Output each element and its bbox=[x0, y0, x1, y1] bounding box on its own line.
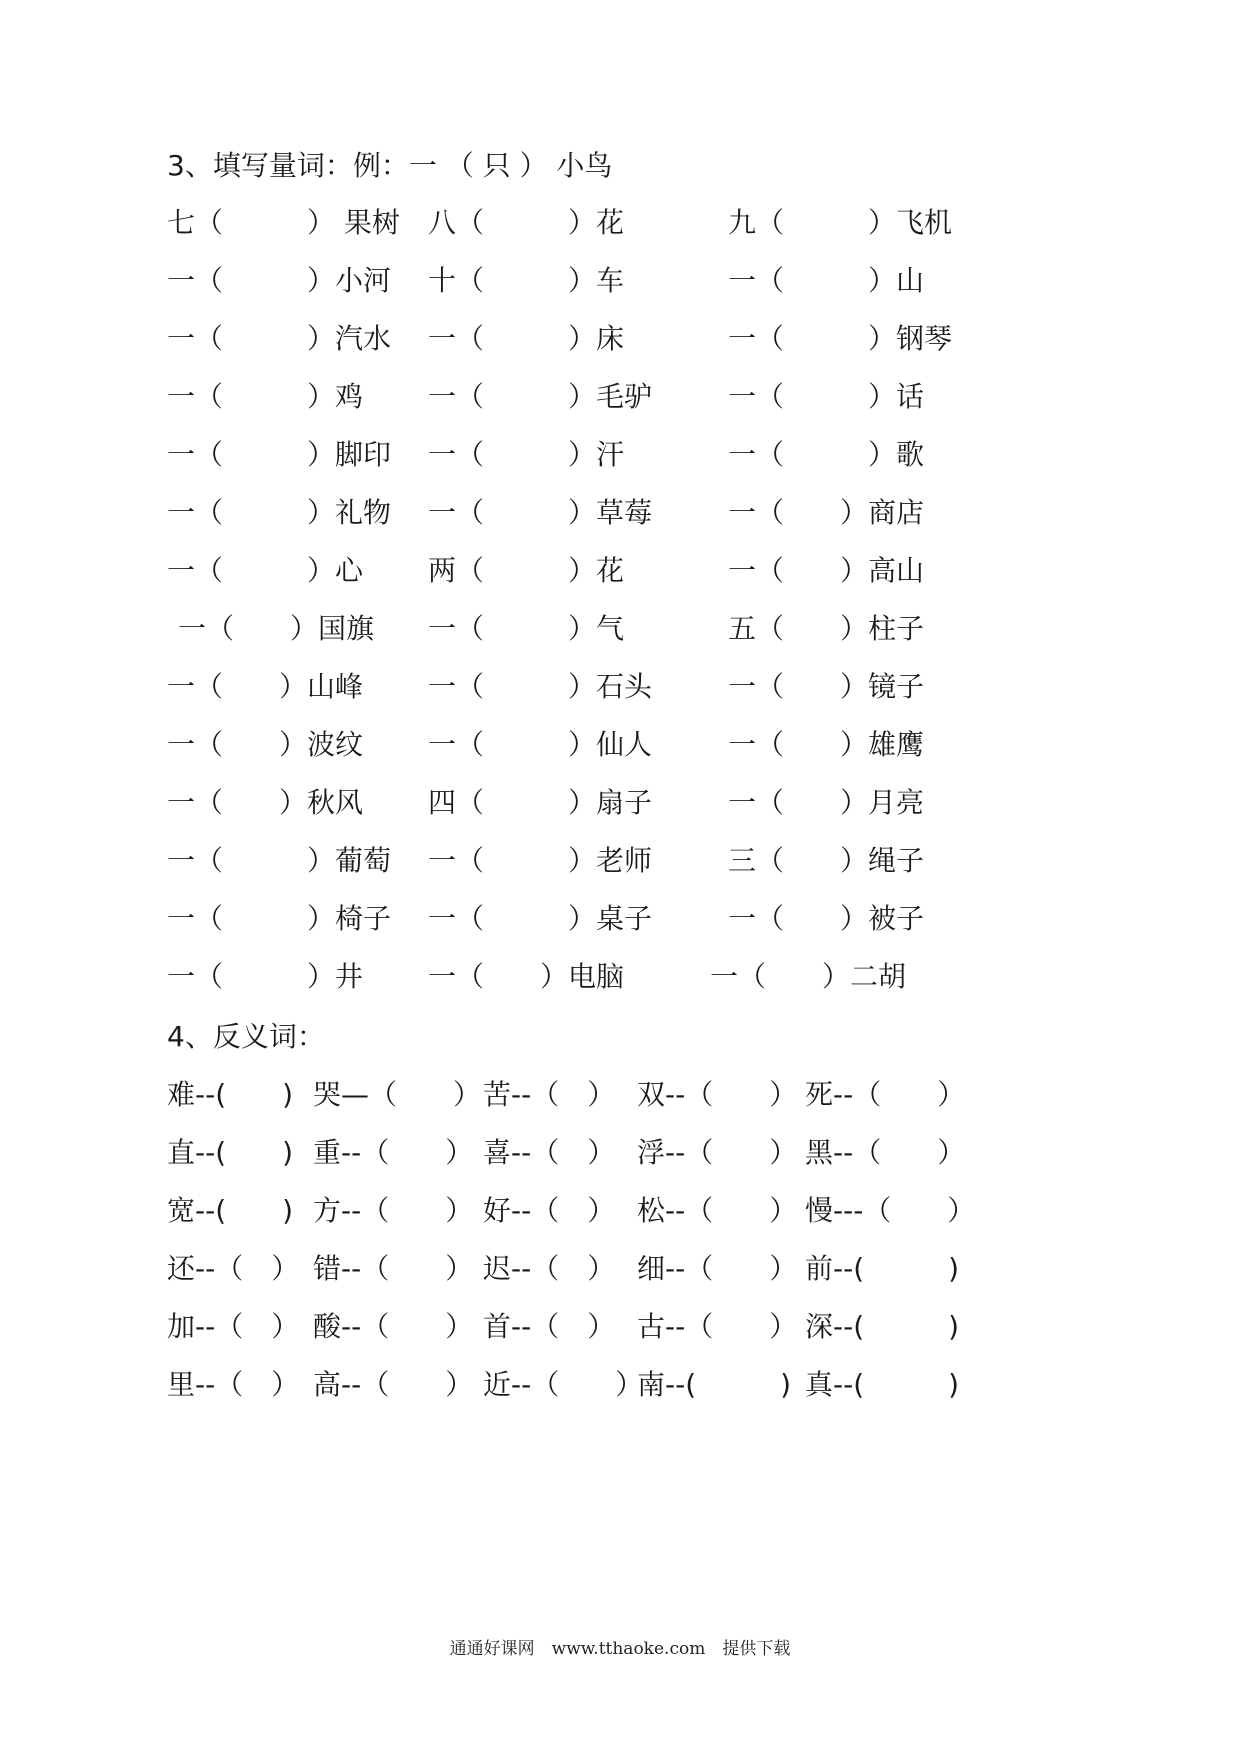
measure-word-item: 三（ ）绳子 bbox=[728, 844, 925, 877]
measure-word-item: 一（ ）镜子 bbox=[728, 670, 925, 703]
measure-word-item: 一（ ）被子 bbox=[728, 902, 925, 935]
measure-word-item: 一（ ）毛驴 bbox=[428, 380, 653, 413]
measure-word-item: 一（ ）石头 bbox=[428, 670, 653, 703]
measure-word-row bbox=[0, 957, 1240, 997]
measure-word-item: 一（ ）葡萄 bbox=[167, 844, 392, 877]
antonym-row bbox=[0, 1133, 1240, 1173]
antonym-item: 苦--（ ） bbox=[483, 1078, 616, 1111]
measure-word-item: 一（ ）井 bbox=[167, 960, 364, 993]
measure-word-row bbox=[0, 899, 1240, 939]
measure-word-item: 一（ ）二胡 bbox=[710, 960, 907, 993]
measure-word-item: 一（ ）歌 bbox=[728, 438, 925, 471]
measure-word-item: 一（ ）仙人 bbox=[428, 728, 653, 761]
section4-title: 4、反义词： bbox=[167, 1020, 325, 1053]
antonym-item: 双--（ ） bbox=[637, 1078, 798, 1111]
measure-word-row bbox=[0, 435, 1240, 475]
measure-word-item: 一（ ）雄鹰 bbox=[728, 728, 925, 761]
measure-word-item: 一（ ）小河 bbox=[167, 264, 392, 297]
measure-word-item: 一（ ）老师 bbox=[428, 844, 653, 877]
antonym-item: 难--( ) bbox=[167, 1078, 294, 1111]
measure-word-item: 一（ ）国旗 bbox=[178, 612, 375, 645]
antonym-item: 近--（ ） bbox=[483, 1368, 644, 1401]
measure-word-item: 两（ ）花 bbox=[428, 554, 625, 587]
measure-word-item: 四（ ）扇子 bbox=[428, 786, 653, 819]
measure-word-item: 一（ ）山峰 bbox=[167, 670, 364, 703]
measure-word-item: 八（ ）花 bbox=[428, 206, 625, 239]
measure-word-item: 一（ ）床 bbox=[428, 322, 625, 355]
antonym-item: 好--（ ） bbox=[483, 1194, 616, 1227]
measure-word-item: 七（ ） 果树 bbox=[167, 206, 400, 239]
measure-word-item: 一（ ）钢琴 bbox=[728, 322, 953, 355]
antonym-item: 加--（ ） bbox=[167, 1310, 300, 1343]
measure-word-item: 九（ ）飞机 bbox=[728, 206, 953, 239]
measure-word-row bbox=[0, 261, 1240, 301]
measure-word-item: 一（ ）山 bbox=[728, 264, 925, 297]
antonym-row bbox=[0, 1249, 1240, 1289]
antonym-item: 高--（ ） bbox=[313, 1368, 474, 1401]
antonym-item: 方--（ ） bbox=[313, 1194, 474, 1227]
antonym-item: 松--（ ） bbox=[637, 1194, 798, 1227]
antonym-row bbox=[0, 1075, 1240, 1115]
measure-word-item: 一（ ）秋风 bbox=[167, 786, 364, 819]
measure-word-row bbox=[0, 841, 1240, 881]
antonym-item: 错--（ ） bbox=[313, 1252, 474, 1285]
antonym-item: 黑--（ ） bbox=[805, 1136, 966, 1169]
measure-word-item: 一（ ）礼物 bbox=[167, 496, 392, 529]
antonym-item: 还--（ ） bbox=[167, 1252, 300, 1285]
measure-word-item: 一（ ）脚印 bbox=[167, 438, 392, 471]
antonym-item: 里--（ ） bbox=[167, 1368, 300, 1401]
antonym-item: 宽--( ) bbox=[167, 1194, 294, 1227]
measure-word-item: 一（ ）汗 bbox=[428, 438, 625, 471]
antonym-item: 迟--（ ） bbox=[483, 1252, 616, 1285]
measure-word-item: 一（ ）月亮 bbox=[728, 786, 925, 819]
measure-word-row bbox=[0, 667, 1240, 707]
measure-word-item: 一（ ）汽水 bbox=[167, 322, 392, 355]
measure-word-item: 一（ ）电脑 bbox=[428, 960, 625, 993]
section3-title: 3、填写量词：例：一 （ 只 ） 小鸟 bbox=[167, 149, 613, 182]
antonym-item: 前--( ) bbox=[805, 1252, 960, 1285]
page-footer: 通通好课网 www.tthaoke.com 提供下载 bbox=[449, 1639, 791, 1659]
antonym-row bbox=[0, 1365, 1240, 1405]
measure-word-item: 十（ ）车 bbox=[428, 264, 625, 297]
antonym-item: 死--（ ） bbox=[805, 1078, 966, 1111]
measure-word-row bbox=[0, 493, 1240, 533]
measure-word-row bbox=[0, 319, 1240, 359]
measure-word-item: 一（ ）椅子 bbox=[167, 902, 392, 935]
measure-word-item: 一（ ）草莓 bbox=[428, 496, 653, 529]
measure-word-item: 五（ ）柱子 bbox=[728, 612, 925, 645]
antonym-item: 哭—（ ） bbox=[313, 1078, 482, 1111]
measure-word-row bbox=[0, 203, 1240, 243]
antonym-item: 细--（ ） bbox=[637, 1252, 798, 1285]
measure-word-row bbox=[0, 551, 1240, 591]
antonym-item: 深--( ) bbox=[805, 1310, 960, 1343]
measure-word-item: 一（ ）话 bbox=[728, 380, 925, 413]
measure-word-row bbox=[0, 377, 1240, 417]
measure-word-item: 一（ ）心 bbox=[167, 554, 364, 587]
antonym-item: 真--( ) bbox=[805, 1368, 960, 1401]
antonym-item: 直--( ) bbox=[167, 1136, 294, 1169]
antonym-row bbox=[0, 1191, 1240, 1231]
measure-word-row bbox=[0, 783, 1240, 823]
measure-word-item: 一（ ）桌子 bbox=[428, 902, 653, 935]
antonym-item: 首--（ ） bbox=[483, 1310, 616, 1343]
measure-word-row bbox=[0, 725, 1240, 765]
antonym-item: 浮--（ ） bbox=[637, 1136, 798, 1169]
measure-word-item: 一（ ）商店 bbox=[728, 496, 925, 529]
antonym-item: 喜--（ ） bbox=[483, 1136, 616, 1169]
antonym-item: 南--( ) bbox=[637, 1368, 792, 1401]
measure-word-item: 一（ ）鸡 bbox=[167, 380, 364, 413]
measure-word-item: 一（ ）波纹 bbox=[167, 728, 364, 761]
measure-word-row bbox=[0, 609, 1240, 649]
measure-word-item: 一（ ）气 bbox=[428, 612, 625, 645]
antonym-row bbox=[0, 1307, 1240, 1347]
measure-word-item: 一（ ）高山 bbox=[728, 554, 925, 587]
antonym-item: 古--（ ） bbox=[637, 1310, 798, 1343]
antonym-item: 重--（ ） bbox=[313, 1136, 474, 1169]
antonym-item: 慢---（ ） bbox=[805, 1194, 976, 1227]
antonym-item: 酸--（ ） bbox=[313, 1310, 474, 1343]
